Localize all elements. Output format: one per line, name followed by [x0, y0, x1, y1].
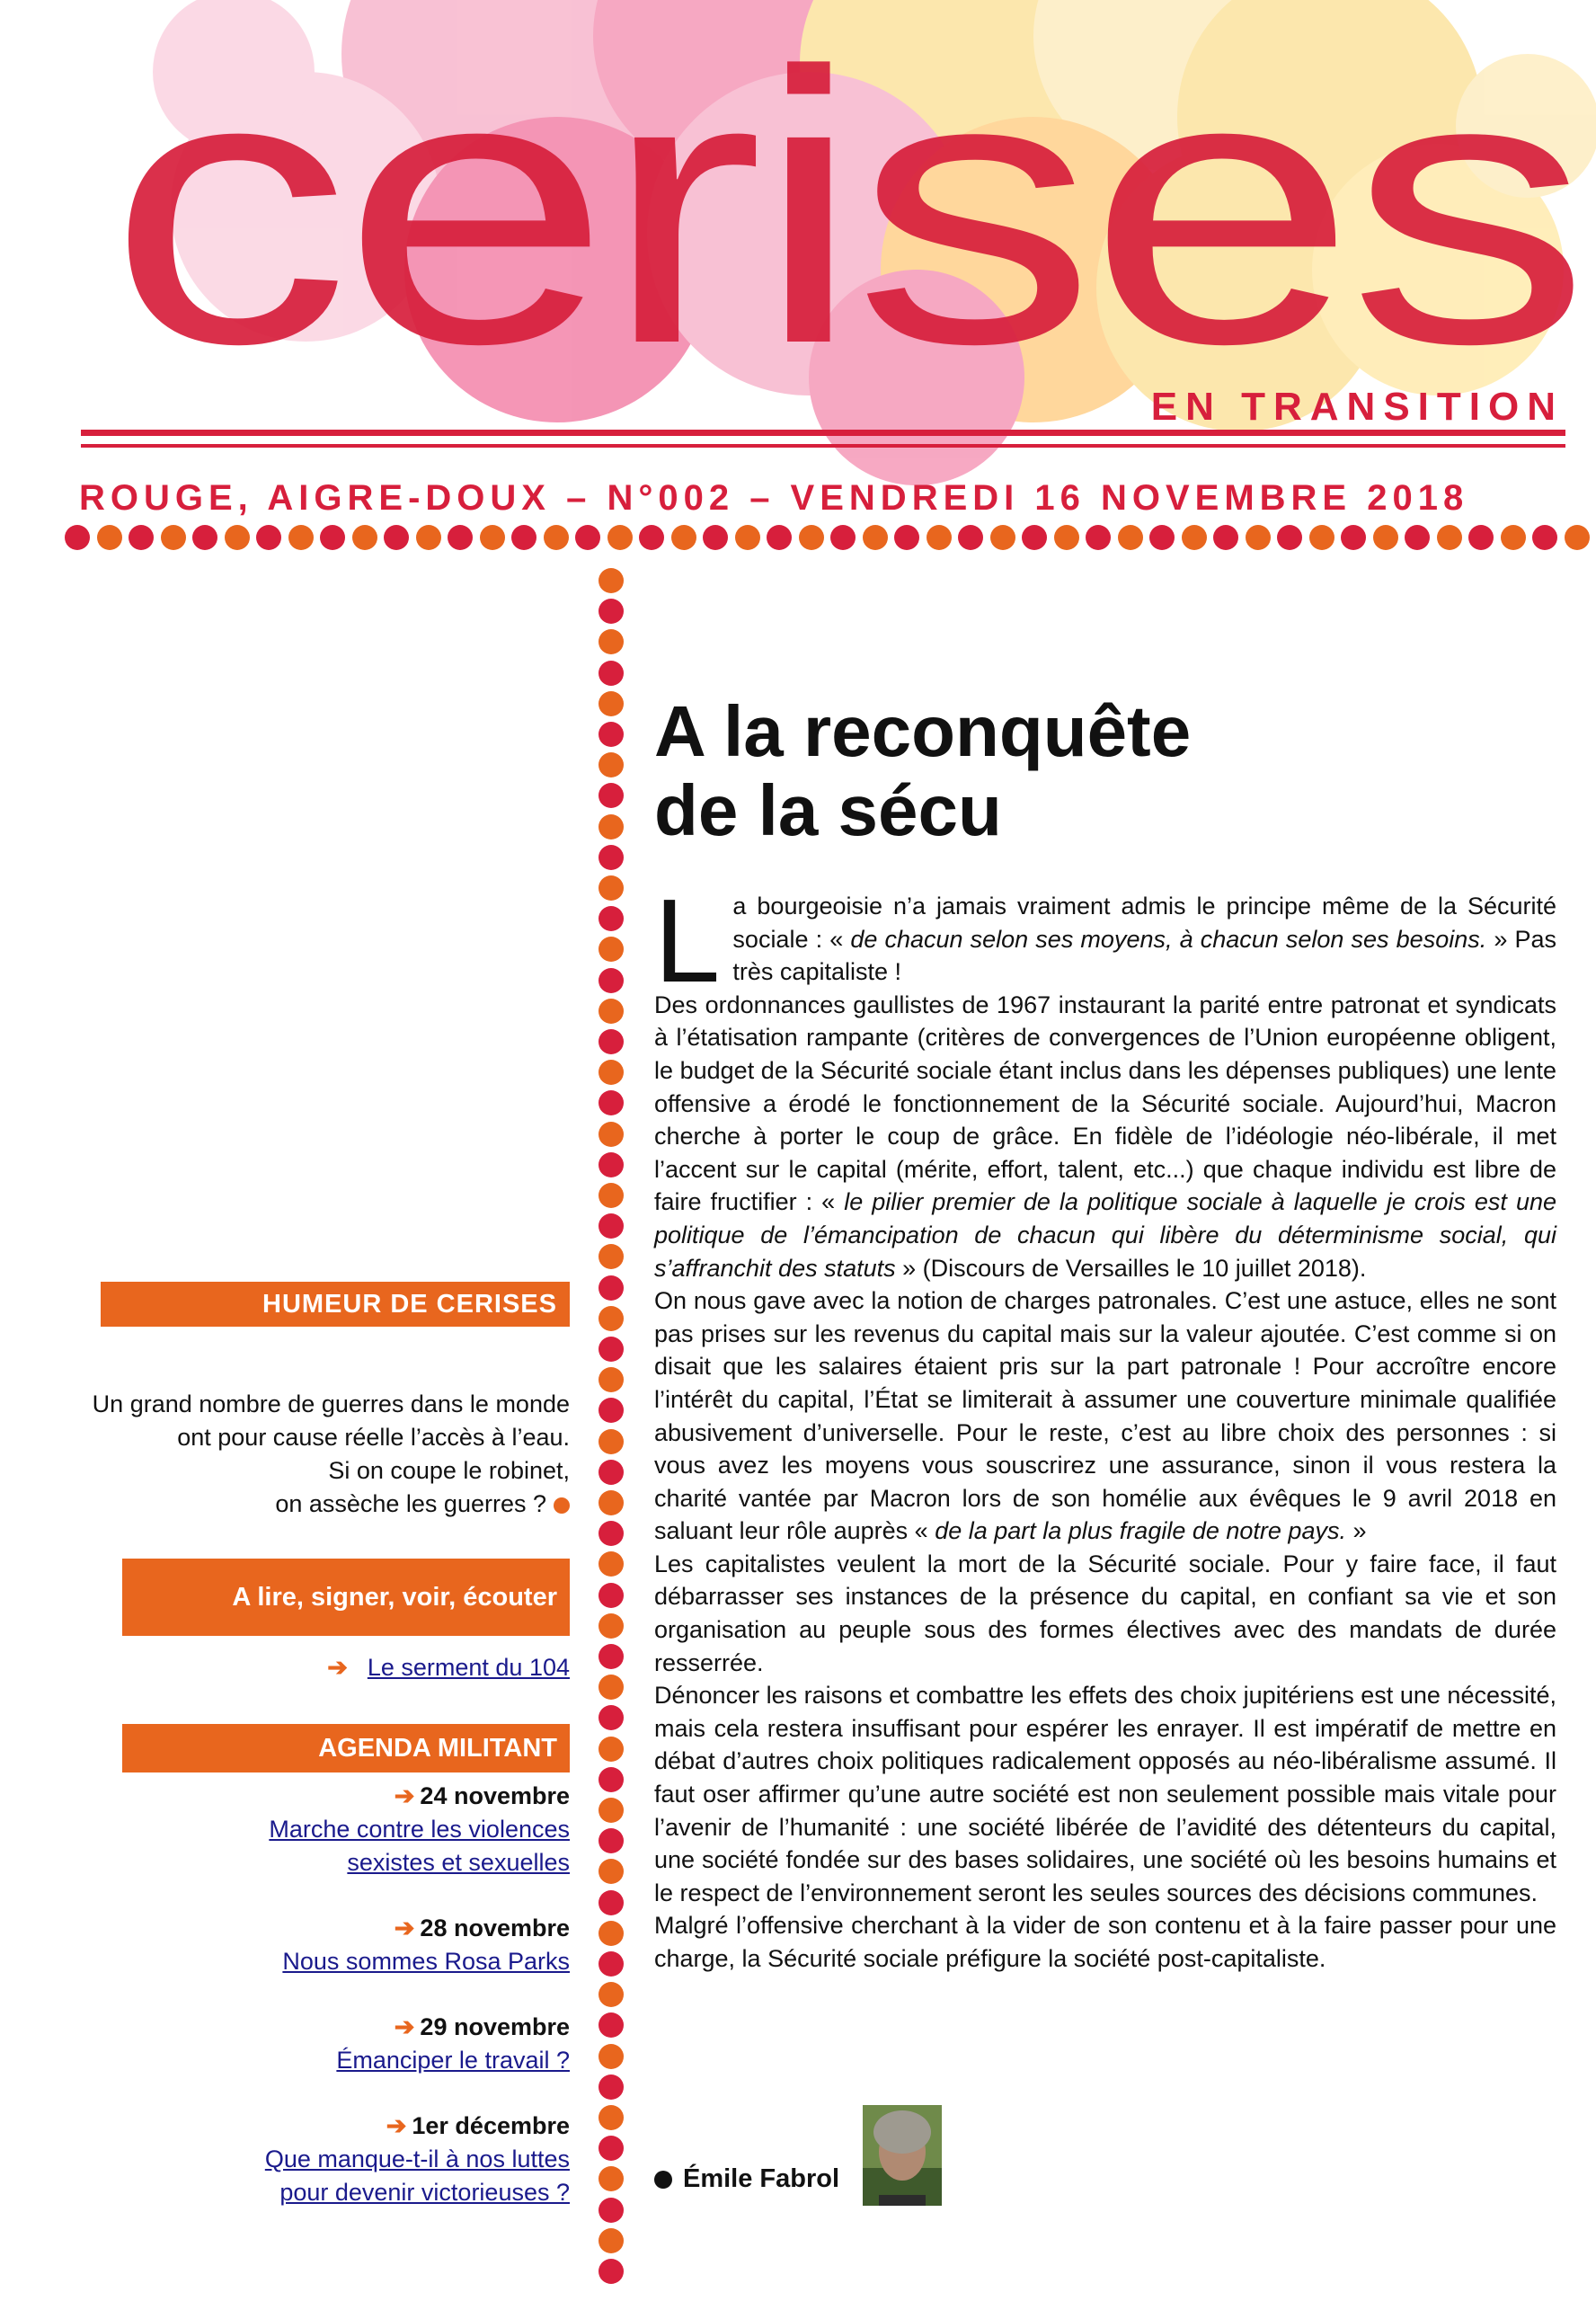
decorative-dot: [1118, 525, 1143, 550]
decorative-dot: [1373, 525, 1398, 550]
decorative-dot: [598, 1767, 624, 1792]
decorative-dot: [480, 525, 505, 550]
decorative-dot: [1309, 525, 1334, 550]
agenda-link[interactable]: Nous sommes Rosa Parks: [282, 1948, 570, 1975]
decorative-dot: [598, 1213, 624, 1239]
agenda-link[interactable]: Que manque-t-il à nos luttes: [264, 2146, 570, 2172]
decorative-dot: [598, 1398, 624, 1423]
decorative-dot: [598, 599, 624, 624]
article-body: [654, 875, 1556, 1976]
decorative-dot: [1277, 525, 1302, 550]
agenda-date: 28 novembre: [420, 1915, 570, 1941]
decorative-dot: [384, 525, 409, 550]
arrow-right-icon: ➔: [394, 2013, 415, 2040]
decorative-dot: [598, 1090, 624, 1115]
paragraph: Dénoncer les raisons et combattre les effets des choix jupitériens est une nécessité, mais cela restera insuffisant pour espérer les enrayer. Il est impératif de mettre en débat d’autres choix politiques radicalement opposés au néo-libéralisme assumé. Il faut oser affirmer qu’une autre société est non seulement possible mais vitale pour l’avenir de l’humanité : une société libérée de l’avidité des détenteurs du capital, une société fondée sur des bases solidaires, une société où les besoins humains et le respect de l’environnement seront les seules sources des décisions communes.: [654, 1682, 1556, 1906]
decorative-dot: [799, 525, 824, 550]
decorative-dot: [598, 1244, 624, 1269]
decorative-dot: [598, 1183, 624, 1208]
decorative-dot: [598, 1029, 624, 1054]
decorative-dot: [958, 525, 983, 550]
headline-line-1: A la reconquête: [654, 691, 1192, 771]
decorative-dot: [598, 968, 624, 993]
decorative-dot: [416, 525, 441, 550]
decorative-dot: [598, 999, 624, 1024]
paragraph: Malgré l’offensive cherchant à la vider de son contenu et à la faire passer pour une charge, la Sécurité sociale préfigure la société post-capitaliste.: [654, 1912, 1556, 1972]
link-serment-du-104[interactable]: Le serment du 104: [367, 1654, 570, 1681]
decorative-dot: [598, 752, 624, 777]
tagline: EN TRANSITION: [1150, 385, 1564, 429]
decorative-dot: [598, 1644, 624, 1669]
decorative-dot: [1468, 525, 1494, 550]
decorative-dot: [598, 629, 624, 654]
decorative-dot: [598, 1921, 624, 1946]
author-name: Émile Fabrol: [683, 2164, 840, 2193]
decorative-dot: [598, 1890, 624, 1915]
decorative-dot: [598, 1306, 624, 1331]
decorative-dot: [598, 2166, 624, 2191]
decorative-dot: [320, 525, 345, 550]
decorative-dot: [598, 568, 624, 593]
decorative-dot: [256, 525, 281, 550]
decorative-dot: [1022, 525, 1047, 550]
decorative-dot: [598, 1798, 624, 1823]
decorative-dot: [598, 2012, 624, 2038]
arrow-right-icon: ➔: [327, 1654, 348, 1681]
headline-line-2: de la sécu: [654, 770, 1002, 850]
decorative-dot: [65, 525, 90, 550]
decorative-dot: [598, 814, 624, 840]
agenda-item: [101, 1780, 570, 1879]
agenda-link[interactable]: Marche contre les violences: [269, 1816, 570, 1843]
decorative-dot: [735, 525, 760, 550]
decorative-dot: [1054, 525, 1079, 550]
humeur-text: Un grand nombre de guerres dans le monde ont pour cause réelle l’accès à l’eau. Si on coupe le robinet, on assèche les guerres ?: [92, 1390, 570, 1517]
decorative-dot: [1086, 525, 1111, 550]
decorative-dot: [1149, 525, 1175, 550]
issue-line: ROUGE, AIGRE-DOUX – N°002 – VENDREDI 16 NOVEMBRE 2018: [79, 478, 1469, 518]
paragraph: Des ordonnances gaullistes de 1967 instaurant la parité entre patronat et syndicats à l’étatisation rampante (critères de convergences de l’Union européenne obligent, le budget de la Sécurité sociale étant inclus dans les dépenses publiques) une lente offensive a érodé le fonctionnement de la Sécurité sociale. Aujourd’hui, Macron cherche à porter le coup de grâce. En fidèle de l’idéologie néo-libérale, il met l’accent sur le capital (mérite, effort, talent, etc...) que chaque individu est libre de faire fructifier : « le pilier premier de la politique sociale à laquelle je crois est une politique de l’émancipation de chacun qui libère du déterminisme social, qui s’affranchit des statuts » (Discours de Versailles le 10 juillet 2018).: [654, 991, 1556, 1282]
agenda-date: 24 novembre: [420, 1782, 570, 1809]
article-headline: [654, 692, 1535, 850]
decorative-dot: [288, 525, 314, 550]
paragraph: La bourgeoisie n’a jamais vraiment admis le principe même de la Sécurité sociale : « de chacun selon ses moyens, à chacun selon ses besoins. » Pas très capitaliste !: [654, 875, 1556, 1007]
decorative-dot: [598, 1737, 624, 1762]
decorative-dot: [97, 525, 122, 550]
decorative-dot: [598, 1152, 624, 1177]
decorative-dot: [1532, 525, 1557, 550]
decorative-dot: [575, 525, 600, 550]
decorative-dot: [511, 525, 536, 550]
agenda-link[interactable]: Émanciper le travail ?: [336, 2047, 570, 2074]
masthead-rule-thin: [81, 444, 1565, 448]
decorative-dot: [598, 2259, 624, 2284]
author-byline: [654, 2164, 839, 2194]
decorative-dot: [192, 525, 217, 550]
decorative-dot: [352, 525, 377, 550]
decorative-dot: [1405, 525, 1430, 550]
decorative-dot: [225, 525, 250, 550]
decorative-dot: [1213, 525, 1238, 550]
decorative-dot: [598, 2044, 624, 2069]
decorative-dot: [598, 783, 624, 808]
paragraph: Les capitalistes veulent la mort de la Sécurité sociale. Pour y faire face, il faut débarrasser ses instances de la présence du capital, en confiant sa vie et son organisation au peuple sous des formes électives avec des mandats de durée resserrée.: [654, 1550, 1556, 1676]
decorative-dot: [598, 1490, 624, 1515]
decorative-dot: [1182, 525, 1207, 550]
drop-cap: L: [654, 875, 721, 1007]
humeur-section-title: HUMEUR DE CERISES: [101, 1282, 570, 1327]
bullet-icon: [654, 2171, 672, 2189]
arrow-right-icon: ➔: [394, 1782, 415, 1809]
decorative-dot: [598, 2105, 624, 2130]
paragraph: On nous gave avec la notion de charges patronales. C’est une astuce, elles ne sont pas prises sur les revenus du capital mais sur la valeur ajoutée. C’est comme si on disait que les salaires étaient pris sur la part patronale ! Pour accroître encore l’intérêt du capital, l’État se limiterait à assumer une couverture minimale qualifiée abusivement d’universelle. Pour le reste, c’est au libre choix des personnes : si vous avez les moyens vous souscrirez une assurance, sinon il vous restera la charité vantée par Macron lors de son homélie aux évêques le 9 avril 2018 en saluant leur rôle auprès « de la part la plus fragile de notre pays. »: [654, 1287, 1556, 1545]
decorative-dot: [598, 1551, 624, 1577]
decorative-dot: [598, 1583, 624, 1608]
masthead-rule: [81, 430, 1565, 436]
decorative-dot: [830, 525, 856, 550]
decorative-dot: [703, 525, 728, 550]
decorative-dot: [598, 1460, 624, 1485]
decorative-dot: [598, 1675, 624, 1700]
agenda-link[interactable]: sexistes et sexuelles: [347, 1849, 570, 1876]
author-photo: [863, 2105, 942, 2206]
decorative-dot: [598, 937, 624, 962]
lire-item: [101, 1654, 570, 1682]
agenda-list: [101, 1780, 570, 2242]
agenda-item: [101, 2011, 570, 2077]
decorative-dot: [671, 525, 696, 550]
decorative-dot: [1341, 525, 1366, 550]
decorative-dot: [894, 525, 919, 550]
decorative-dot: [607, 525, 633, 550]
decorative-dot: [990, 525, 1015, 550]
decorative-dot: [598, 2136, 624, 2161]
decorative-dot: [598, 2074, 624, 2100]
decorative-dot: [863, 525, 888, 550]
decorative-dot: [448, 525, 473, 550]
decorative-dot: [598, 1982, 624, 2007]
decorative-dot: [129, 525, 154, 550]
decorative-dot: [1501, 525, 1526, 550]
decorative-dot: [598, 906, 624, 931]
decorative-dot: [598, 1367, 624, 1392]
masthead: [0, 0, 1596, 485]
decorative-dot: [598, 1521, 624, 1546]
arrow-right-icon: ➔: [386, 2112, 407, 2139]
agenda-item: [101, 2110, 570, 2209]
decorative-dot: [598, 875, 624, 901]
decorative-dot: [544, 525, 569, 550]
lire-section-title: A lire, signer, voir, écouter: [122, 1559, 570, 1636]
decorative-dot: [598, 1337, 624, 1362]
agenda-item: [101, 1912, 570, 1978]
decorative-dot: [598, 691, 624, 716]
decorative-dot: [161, 525, 186, 550]
logo-text: cerises: [108, 18, 1582, 413]
decorative-dot: [1437, 525, 1462, 550]
arrow-right-icon: ➔: [394, 1915, 415, 1941]
decorative-dot: [1565, 525, 1590, 550]
decorative-dot: [598, 1951, 624, 1977]
decorative-dot: [598, 1613, 624, 1639]
agenda-date: 29 novembre: [420, 2013, 570, 2040]
decorative-dot: [598, 1060, 624, 1085]
decorative-dot: [598, 1828, 624, 1853]
decorative-dot: [598, 2228, 624, 2253]
agenda-link[interactable]: pour devenir victorieuses ?: [279, 2179, 570, 2206]
decorative-dot: [1246, 525, 1271, 550]
decorative-dot: [598, 1429, 624, 1454]
decorative-dot: [598, 2198, 624, 2223]
decorative-dot: [927, 525, 952, 550]
agenda-date: 1er décembre: [412, 2112, 570, 2139]
decorative-dot: [598, 722, 624, 747]
decorative-dot: [767, 525, 792, 550]
decorative-dot: [639, 525, 664, 550]
end-dot-icon: [554, 1497, 570, 1514]
decorative-dot: [598, 845, 624, 870]
decorative-dot: [598, 1122, 624, 1147]
decorative-dot: [598, 1275, 624, 1301]
decorative-dot: [598, 1859, 624, 1884]
cerises-logo: [108, 18, 1591, 413]
agenda-section-title: AGENDA MILITANT: [122, 1724, 570, 1772]
decorative-dot: [598, 661, 624, 686]
decorative-dot: [598, 1705, 624, 1730]
